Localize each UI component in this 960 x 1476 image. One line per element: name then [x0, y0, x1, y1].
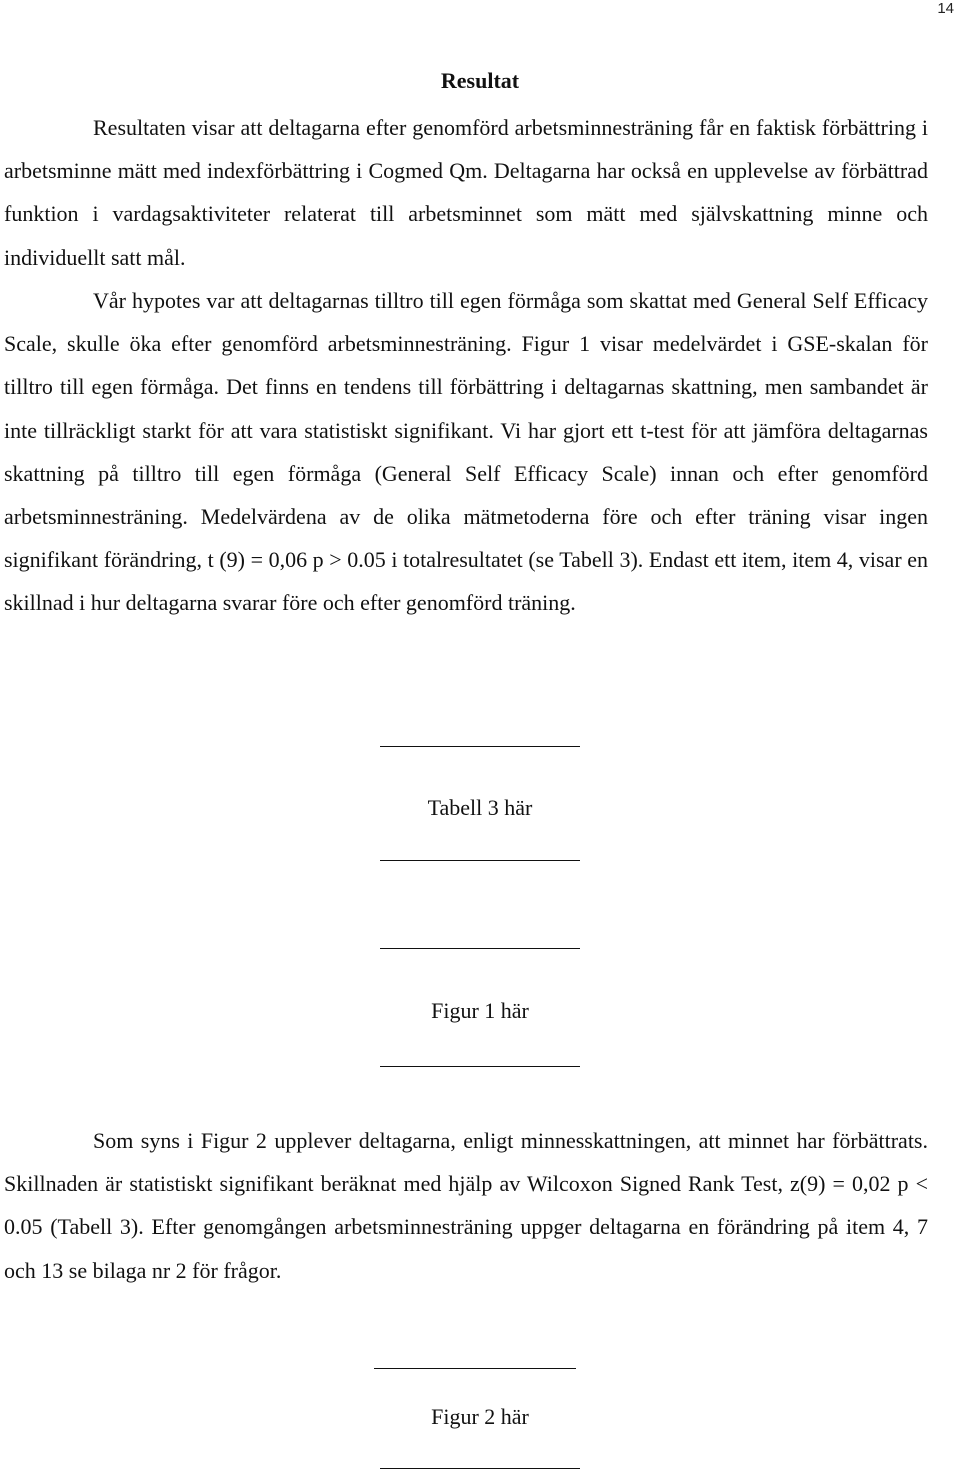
figure2-top-rule — [374, 1368, 576, 1369]
figure2-bottom-rule — [380, 1468, 580, 1469]
figure1-bottom-rule — [380, 1066, 580, 1067]
table3-top-rule — [380, 746, 580, 747]
figure2-placeholder: Figur 2 här — [431, 1404, 529, 1429]
paragraph-hypothesis: Vår hypotes var att deltagarnas tilltro till egen förmåga som skattat med General Self Efficacy Scale, skulle öka efter genomförd arbetsminnesträning. Figur 1 visar medelvärdet i GSE-skalan för tilltro till egen förmåga. Det finns en tendens till förbättring i deltagarnas skattning, men sambandet är inte tillräckligt starkt för att vara statistiskt signifikant. Vi har gjort ett t-test för att jämföra deltagarnas skattning på tilltro till egen förmåga (General Self Efficacy Scale) innan och efter genomförd arbetsminnesträning. Medelvärdena av de olika mätmetoderna före och efter träning visar ingen signifikant förändring, t (9) = 0,06 p > 0.05 i totalresultatet (se Tabell 3). Endast ett item, item 4, visar en skillnad i hur deltagarna svarar före och efter genomförd träning. — [4, 288, 928, 616]
section-heading: Resultat — [440, 68, 520, 93]
paragraph-results-summary: Resultaten visar att deltagarna efter genomförd arbetsminnesträning får en faktisk förbättring i arbetsminne mätt med indexförbättring i Cogmed Qm. Deltagarna har också en upplevelse av förbättrad funktion i vardagsaktiviteter relaterat till arbetsminnet som mätt med självskattning minne och individuellt satt mål. — [4, 115, 928, 270]
paragraph-memory-rating: Som syns i Figur 2 upplever deltagarna, enligt minnesskattningen, att minnet har förbättrats. Skillnaden är statistiskt signifikant beräknat med hjälp av Wilcoxon Signed Rank Test, z(9) = 0,02 p < 0.05 (Tabell 3). Efter genomgången arbetsminnesträning uppger deltagarna en förändring på item 4, 7 och 13 se bilaga nr 2 för frågor. — [4, 1128, 928, 1283]
figure1-top-rule — [380, 948, 580, 949]
table3-bottom-rule — [380, 860, 580, 861]
figure1-placeholder: Figur 1 här — [431, 998, 529, 1023]
page-number: 14 — [937, 0, 954, 17]
table3-placeholder: Tabell 3 här — [427, 795, 533, 820]
